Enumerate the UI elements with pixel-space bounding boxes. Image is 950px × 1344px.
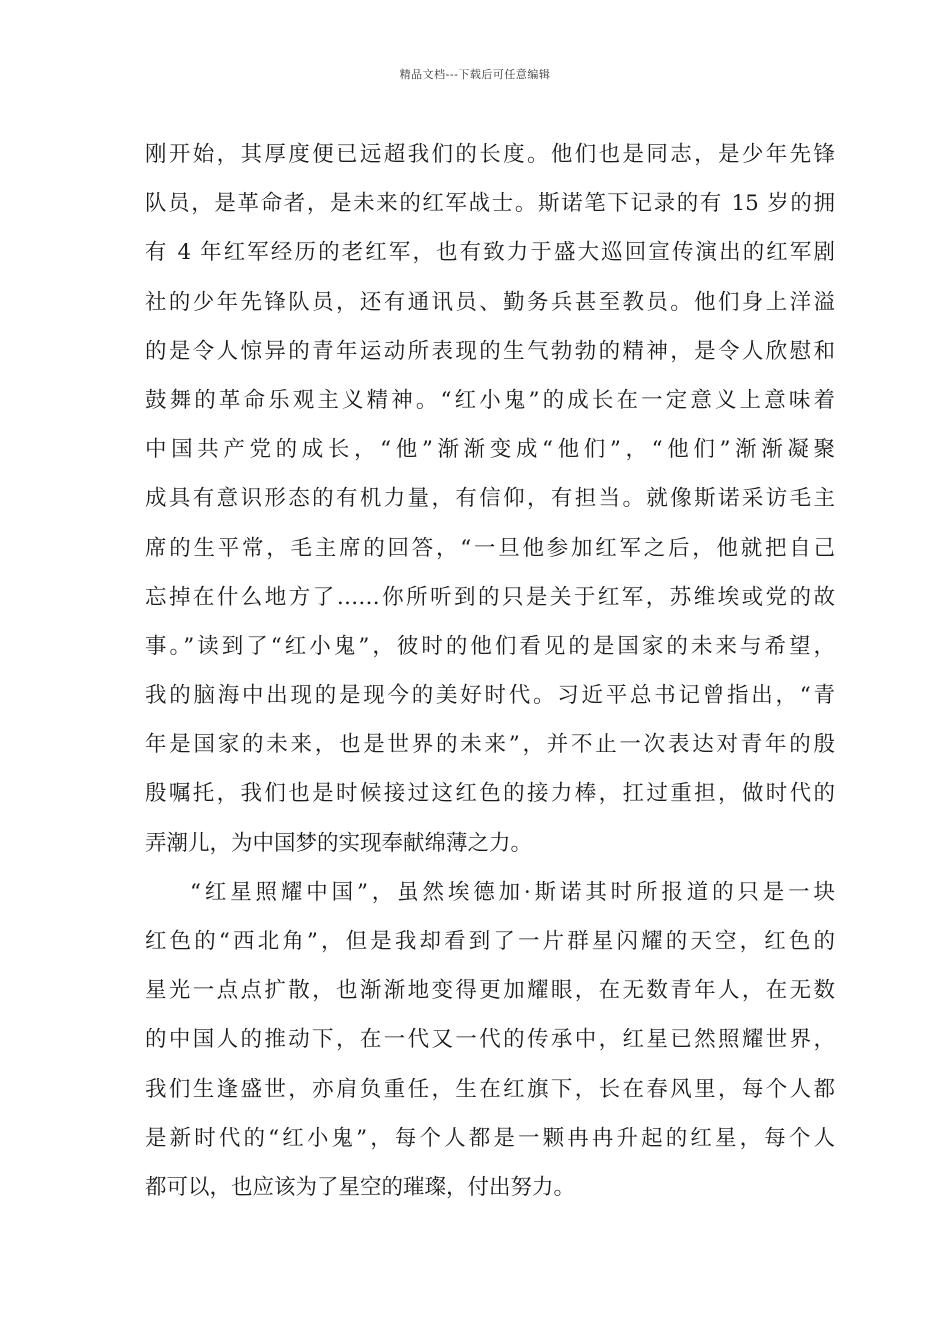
text-line: 殷嘱托，我们也是时候接过这红色的接力棒，扛过重担，做时代的	[145, 781, 835, 807]
paragraph	[145, 130, 835, 868]
text-line: 红色的“西北角”，但是我却看到了一片群星闪耀的天空，红色的	[145, 929, 835, 954]
text-line: 有 4 年红军经历的老红军，也有致力于盛大巡回宣传演出的红军剧	[145, 240, 835, 266]
text-line: 中国共产党的成长，“他”渐渐变成“他们”，“他们”渐渐凝聚	[145, 437, 835, 463]
text-line: 席的生平常，毛主席的回答，“一旦他参加红军之后，他就把自己	[145, 535, 835, 561]
text-line: “红星照耀中国”，虽然埃德加·斯诺其时所报道的只是一块	[190, 879, 835, 905]
text-line: 成具有意识形态的有机力量，有信仰，有担当。就像斯诺采访毛主	[145, 486, 835, 512]
text-line: 队员，是革命者，是未来的红军战士。斯诺笔下记录的有 15 岁的拥	[145, 191, 835, 217]
document-body	[145, 130, 835, 1212]
text-line: 都可以，也应该为了星空的璀璨，付出努力。	[145, 1174, 576, 1200]
text-line: 刚开始，其厚度便已远超我们的长度。他们也是同志，是少年先锋	[145, 142, 835, 167]
text-line: 弄潮儿，为中国梦的实现奉献绵薄之力。	[145, 830, 533, 856]
text-line: 鼓舞的革命乐观主义精神。“红小鬼”的成长在一定意义上意味着	[145, 387, 835, 413]
text-line: 星光一点点扩散，也渐渐地变得更加耀眼，在无数青年人，在无数	[145, 978, 835, 1004]
text-line: 我的脑海中出现的是现今的美好时代。习近平总书记曾指出，“青	[145, 683, 835, 709]
text-line: 是新时代的“红小鬼”，每个人都是一颗冉冉升起的红星，每个人	[145, 1125, 835, 1151]
text-line: 忘掉在什么地方了……你所听到的只是关于红军，苏维埃或党的故	[145, 584, 835, 610]
paragraph	[145, 868, 835, 1212]
text-line: 年是国家的未来，也是世界的未来”，并不止一次表达对青年的殷	[145, 732, 835, 758]
text-line: 的是令人惊异的青年运动所表现的生气勃勃的精神，是令人欣慰和	[145, 338, 835, 364]
text-line: 我们生逢盛世，亦肩负重任，生在红旗下，长在春风里，每个人都	[145, 1076, 835, 1102]
page-header: 精品文档---下载后可任意编辑	[399, 68, 551, 81]
text-line: 的中国人的推动下，在一代又一代的传承中，红星已然照耀世界，	[145, 1027, 835, 1053]
text-line: 事。”读到了“红小鬼”，彼时的他们看见的是国家的未来与希望，	[145, 633, 835, 659]
text-line: 社的少年先锋队员，还有通讯员、勤务兵甚至教员。他们身上洋溢	[145, 289, 835, 315]
